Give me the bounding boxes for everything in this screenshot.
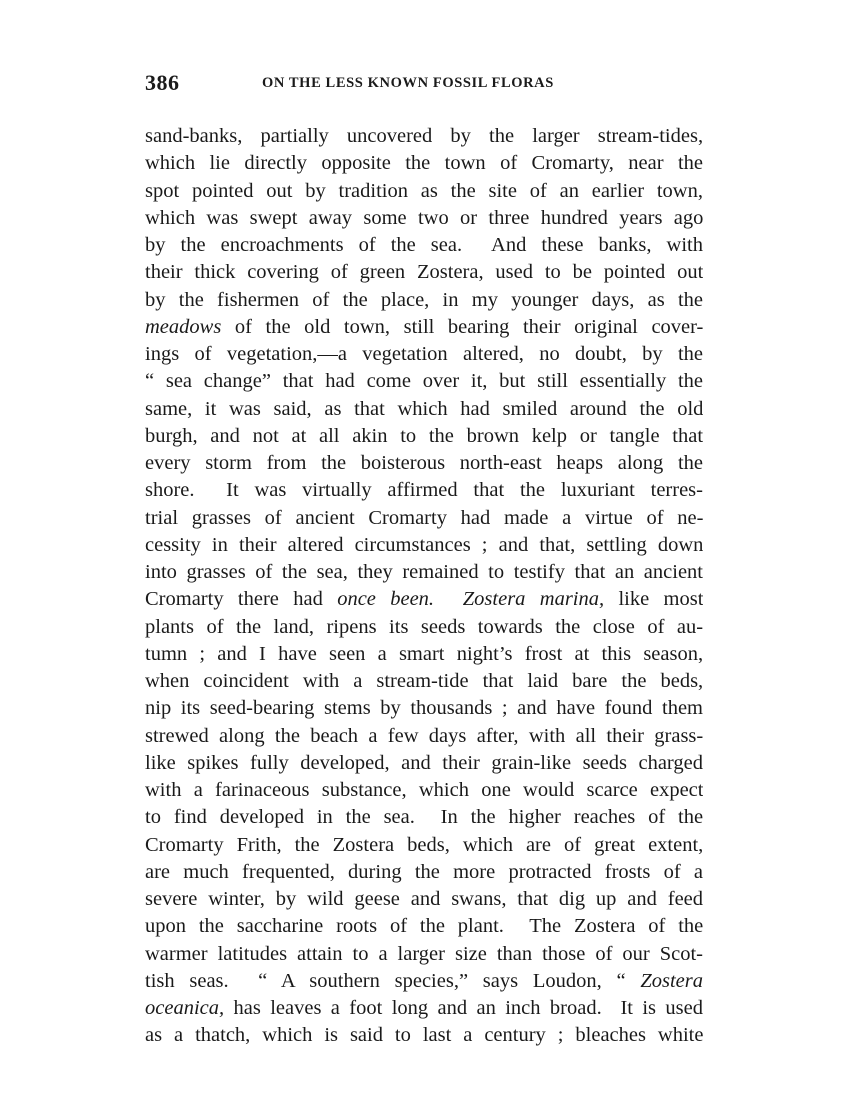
text-segment: into grasses of the sea, they remained to testify that an ancient (145, 561, 703, 583)
text-line (145, 368, 703, 395)
text-segment: Cromarty there had (145, 588, 338, 611)
text-line (145, 668, 703, 695)
text-segment: by the fishermen of the place, in my younger days, as the (145, 288, 703, 311)
text-segment: every storm from the boisterous north-east heaps along the (145, 452, 703, 474)
text-line (145, 641, 703, 668)
text-line (145, 287, 703, 314)
text-segment: spot pointed out by tradition as the site of an earlier town, (145, 179, 703, 202)
italic-text: Zostera marina, (462, 588, 605, 611)
text-segment: burgh, and not at all akin to the brown kelp or tangle that (145, 424, 703, 447)
text-line (145, 1022, 703, 1049)
text-segment: like spikes fully developed, and their grain-like seeds charged (145, 751, 703, 774)
text-segment: tumn ; and I have seen a smart night’s frost at this season, (145, 642, 703, 665)
text-segment: trial grasses of ancient Cromarty had made a virtue of ne- (145, 506, 703, 529)
text-line (145, 123, 703, 150)
text-line (145, 423, 703, 450)
text-line (145, 477, 703, 504)
text-segment: to find developed in the sea. In the higher reaches of the (145, 806, 703, 829)
text-line (145, 532, 703, 559)
text-line (145, 886, 703, 913)
italic-text: oceanica, (145, 997, 225, 1019)
text-segment: strewed along the beach a few days after, with all their grass- (145, 724, 703, 747)
text-segment: shore. It was virtually affirmed that the luxuriant terres- (145, 479, 703, 502)
text-segment: cessity in their altered circumstances ; and that, settling down (145, 533, 703, 556)
text-line (145, 178, 703, 205)
body-text (145, 123, 703, 1050)
text-line (145, 913, 703, 940)
text-line (145, 341, 703, 368)
text-line (145, 314, 703, 341)
text-segment: plants of the land, ripens its seeds towards the close of au- (145, 615, 703, 638)
text-line (145, 232, 703, 259)
text-segment: ings of vegetation,—a vegetation altered, no doubt, by the (145, 343, 703, 365)
page-number: 386 (145, 70, 180, 95)
text-segment: sand-banks, partially uncovered by the larger stream-tides, (145, 125, 703, 147)
text-line (145, 396, 703, 423)
text-segment: “ sea change” that had come over it, but still essentially the (145, 370, 703, 393)
text-line (145, 750, 703, 777)
text-segment: nip its seed-bearing stems by thousands ; and have found them (145, 697, 703, 720)
text-segment: with a farinaceous substance, which one would scarce expect (145, 779, 703, 801)
text-line (145, 859, 703, 886)
text-line (145, 968, 703, 995)
text-line (145, 205, 703, 232)
text-segment: same, it was said, as that which had smiled around the old (145, 397, 703, 420)
text-segment: their thick covering of green Zostera, used to be pointed out (145, 261, 703, 284)
text-line (145, 995, 703, 1022)
italic-text: meadows (145, 315, 222, 338)
text-segment: severe winter, by wild geese and swans, that dig up and feed (145, 888, 703, 910)
text-segment: which was swept away some two or three hundred years ago (145, 206, 703, 229)
text-segment: of the old town, still bearing their original cover- (221, 315, 703, 338)
italic-text: once been. (337, 588, 435, 611)
text-line (145, 259, 703, 286)
text-segment: when coincident with a stream-tide that laid bare the beds, (145, 670, 703, 692)
text-line (145, 723, 703, 750)
text-segment: as a thatch, which is said to last a century ; bleaches white (145, 1024, 703, 1047)
text-line (145, 586, 703, 613)
page-header (145, 70, 705, 100)
text-segment: Cromarty Frith, the Zostera beds, which are of great extent, (145, 833, 703, 856)
text-line (145, 559, 703, 586)
text-line (145, 777, 703, 804)
text-segment: warmer latitudes attain to a larger size than those of our Scot- (145, 942, 703, 965)
italic-text: Zostera (640, 969, 703, 992)
text-line (145, 505, 703, 532)
text-segment: which lie directly opposite the town of Cromarty, near the (145, 152, 703, 175)
text-line (145, 941, 703, 968)
text-segment: are much frequented, during the more protracted frosts of a (145, 860, 703, 883)
text-line (145, 695, 703, 722)
text-line (145, 832, 703, 859)
text-line (145, 804, 703, 831)
running-head: ON THE LESS KNOWN FOSSIL FLORAS (262, 75, 554, 91)
text-segment: upon the saccharine roots of the plant. The Zostera of the (145, 915, 703, 938)
text-segment: tish seas. “ A southern species,” says Loudon, “ (145, 969, 641, 992)
text-line (145, 450, 703, 477)
text-segment: has leaves a foot long and an inch broad. It is used (224, 997, 703, 1019)
text-segment: by the encroachments of the sea. And these banks, with (145, 234, 703, 256)
text-line (145, 150, 703, 177)
text-segment: like most (604, 588, 703, 611)
text-line (145, 614, 703, 641)
text-segment (434, 588, 463, 610)
